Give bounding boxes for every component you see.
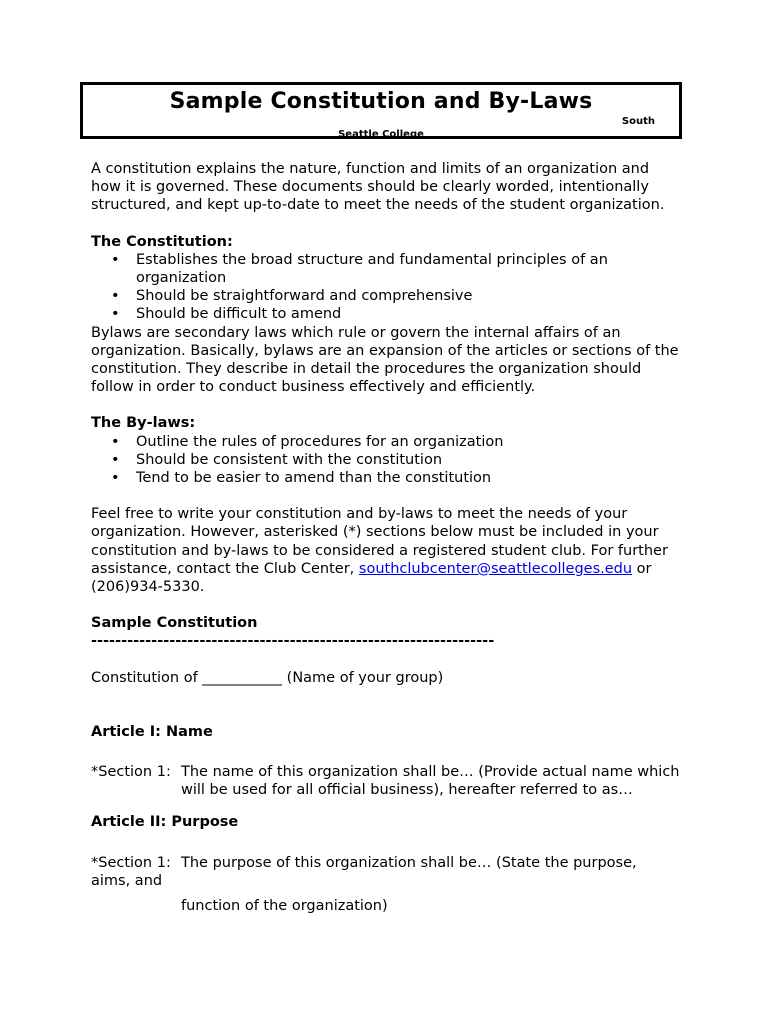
section-label: *Section 1: — [91, 764, 171, 781]
constitution-heading: The Constitution: — [91, 233, 233, 250]
list-item: • Establishes the broad structure and fundamental principles of an organization — [91, 251, 681, 287]
article-2-section-1 — [91, 854, 681, 872]
club-center-email-link[interactable]: southclubcenter@seattlecolleges.edu — [358, 560, 633, 577]
sample-constitution-heading: Sample Constitution — [91, 615, 258, 632]
bylaws-bullets — [91, 433, 681, 488]
bylaws-heading: The By-laws: — [91, 415, 196, 432]
list-item: • Outline the rules of procedures for an organization — [91, 433, 681, 451]
section-text-wrap: aims, and — [91, 872, 163, 889]
section-label: *Section 1: — [91, 854, 171, 871]
article-1-heading: Article I: Name — [91, 723, 213, 740]
subtitle-college: Seattle College — [338, 129, 424, 140]
subtitle-south: South — [621, 116, 655, 127]
section-text: The purpose of this organization shall be… (State the purpose, — [181, 854, 637, 871]
list-item: • Should be straightforward and comprehensive — [91, 287, 681, 305]
constitution-of-line: Constitution of ___________ (Name of your group) — [91, 669, 444, 686]
section-text-continued: function of the organization) — [181, 898, 388, 915]
phone-text: or (206)934-5330. — [91, 560, 652, 596]
constitution-bullets — [91, 251, 681, 324]
intro-paragraph: A constitution explains the nature, function and limits of an organization and how it is governed. These documents should be clearly worded, intentionally structured, and kept up-to-date to meet the needs of the student organization. — [91, 161, 665, 214]
section-text: The name of this organization shall be… (Provide actual name which will be used for all official business), hereafter referred to as… — [181, 764, 680, 799]
list-item: • Tend to be easier to amend than the constitution — [91, 469, 681, 487]
list-item: • Should be consistent with the constitution — [91, 451, 681, 469]
article-1-section-1 — [91, 763, 681, 799]
list-item: • Should be difficult to amend — [91, 305, 681, 323]
divider-line: ------------------------------------------------------------------- — [91, 633, 495, 650]
article-2-heading: Article II: Purpose — [91, 814, 239, 831]
bylaws-paragraph: Bylaws are secondary laws which rule or govern the internal affairs of an organization. Basically, bylaws are an expansion of the articles or sections of the constitution. They describe in detail the procedures the organization should follow in order to conduct business effectively and efficiently. — [91, 324, 679, 396]
document-title: Sample Constitution and By-Laws — [169, 89, 593, 114]
feel-free-paragraph — [91, 505, 681, 596]
document-body — [91, 160, 681, 915]
title-box — [80, 82, 682, 139]
feel-free-text: Feel free to write your constitution and by-laws to meet the needs of your organization. However, asterisked (*) sections below must be included in your constitution and by-laws to be considered a registered student club. For further assistance, contact the Club Center, — [91, 506, 668, 577]
